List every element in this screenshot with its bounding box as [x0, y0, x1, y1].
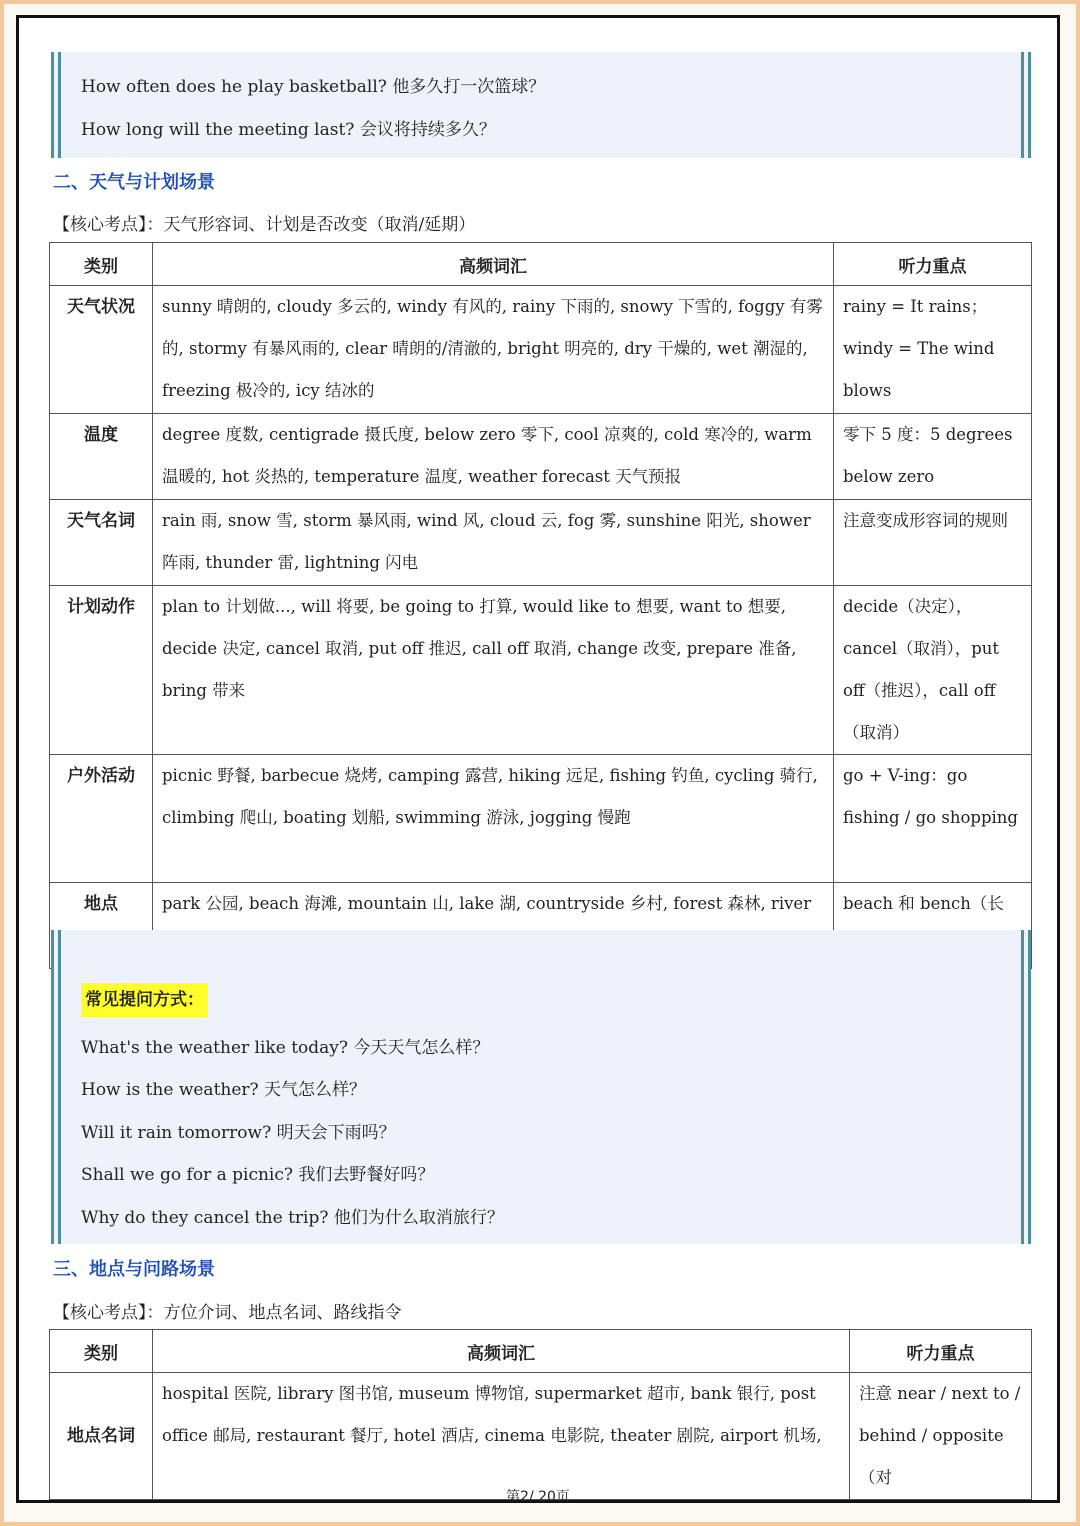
callout-line: How long will the meeting last? 会议将持续多久？ [81, 120, 496, 140]
focus-cell: 零下 5 度：5 degrees below zero [834, 414, 1032, 500]
focus-cell: go + V-ing：go fishing / go shopping [834, 755, 1032, 883]
focus-cell: 注意变成形容词的规则 [834, 500, 1032, 586]
focus-cell: rainy = It rains；windy = The wind blows [834, 286, 1032, 414]
focus-cell: decide（决定），cancel（取消），put off（推迟），call off（取消） [834, 586, 1032, 755]
category-cell: 地点名词 [50, 1373, 153, 1500]
table-row [50, 286, 1032, 414]
column-header: 听力重点 [850, 1330, 1032, 1373]
focus-cell: 注意 near / next to / behind / opposite（对 [850, 1373, 1032, 1500]
column-header: 高频词汇 [153, 1330, 850, 1373]
callout-line: How often does he play basketball? 他多久打一次篮球？ [81, 77, 546, 97]
document-page [16, 15, 1060, 1503]
category-cell: 计划动作 [50, 586, 153, 755]
vocab-cell: hospital 医院, library 图书馆, museum 博物馆, supermarket 超市, bank 银行, post office 邮局, restaurant 餐厅, hotel 酒店, cinema 电影院, theater 剧院, airport 机场, [153, 1373, 850, 1500]
section-heading: 二、天气与计划场景 [53, 172, 215, 193]
vocab-cell: sunny 晴朗的, cloudy 多云的, windy 有风的, rainy 下雨的, snowy 下雪的, foggy 有雾的, stormy 有暴风雨的, clear 晴朗的/清澈的, bright 明亮的, dry 干燥的, wet 潮湿的, freezing 极冷的, icy 结冰的 [153, 286, 834, 414]
table-row [50, 500, 1032, 586]
callout-right-bar [1021, 52, 1031, 158]
vocab-cell: picnic 野餐, barbecue 烧烤, camping 露营, hiking 远足, fishing 钓鱼, cycling 骑行, climbing 爬山, boating 划船, swimming 游泳, jogging 慢跑 [153, 755, 834, 883]
category-cell: 天气名词 [50, 500, 153, 586]
table-header-row [50, 243, 1032, 286]
vocab-table-places [49, 1329, 1032, 1500]
callout-left-bar [51, 930, 61, 1244]
table-row [50, 1373, 1032, 1500]
vocab-cell: rain 雨, snow 雪, storm 暴风雨, wind 风, cloud 云, fog 雾, sunshine 阳光, shower 阵雨, thunder 雷, lightning 闪电 [153, 500, 834, 586]
table-header-row [50, 1330, 1032, 1373]
category-cell: 地点 [50, 883, 153, 969]
common-questions-label: 常见提问方式： [81, 983, 208, 1017]
table-row [50, 755, 1032, 883]
focus-cell: beach 和 bench（长 [834, 883, 1032, 969]
common-questions-box [51, 930, 1031, 1244]
key-points: 【核心考点】：方位介词、地点名词、路线指令 [53, 1303, 402, 1323]
vocab-cell: degree 度数, centigrade 摄氏度, below zero 零下, cool 凉爽的, cold 寒冷的, warm 温暖的, hot 炎热的, temperature 温度, weather forecast 天气预报 [153, 414, 834, 500]
category-cell: 天气状况 [50, 286, 153, 414]
table-row [50, 586, 1032, 755]
question-label-wrap [81, 983, 208, 1017]
category-cell: 温度 [50, 414, 153, 500]
table-row [50, 414, 1032, 500]
question-line: Will it rain tomorrow? 明天会下雨吗？ [81, 1123, 396, 1143]
question-line: What's the weather like today? 今天天气怎么样？ [81, 1038, 490, 1058]
page-number: 第2/ 20页 [506, 1489, 570, 1505]
vocab-cell: park 公园, beach 海滩, mountain 山, lake 湖, countryside 乡村, forest 森林, river [153, 883, 834, 969]
vocab-table-weather [49, 242, 1032, 969]
column-header: 类别 [50, 243, 153, 286]
vocab-cell: plan to 计划做..., will 将要, be going to 打算, would like to 想要, want to 想要, decide 决定, cancel 取消, put off 推迟, call off 取消, change 改变, prepare 准备, bring 带来 [153, 586, 834, 755]
section-heading: 三、地点与问路场景 [53, 1259, 215, 1280]
callout-left-bar [51, 52, 61, 158]
column-header: 听力重点 [834, 243, 1032, 286]
question-line: Why do they cancel the trip? 他们为什么取消旅行？ [81, 1208, 504, 1228]
category-cell: 户外活动 [50, 755, 153, 883]
column-header: 高频词汇 [153, 243, 834, 286]
key-points: 【核心考点】：天气形容词、计划是否改变（取消/延期） [53, 215, 476, 235]
callout-right-bar [1021, 930, 1031, 1244]
question-line: How is the weather? 天气怎么样？ [81, 1080, 367, 1100]
example-questions-box [51, 52, 1031, 158]
question-line: Shall we go for a picnic? 我们去野餐好吗？ [81, 1165, 435, 1185]
column-header: 类别 [50, 1330, 153, 1373]
